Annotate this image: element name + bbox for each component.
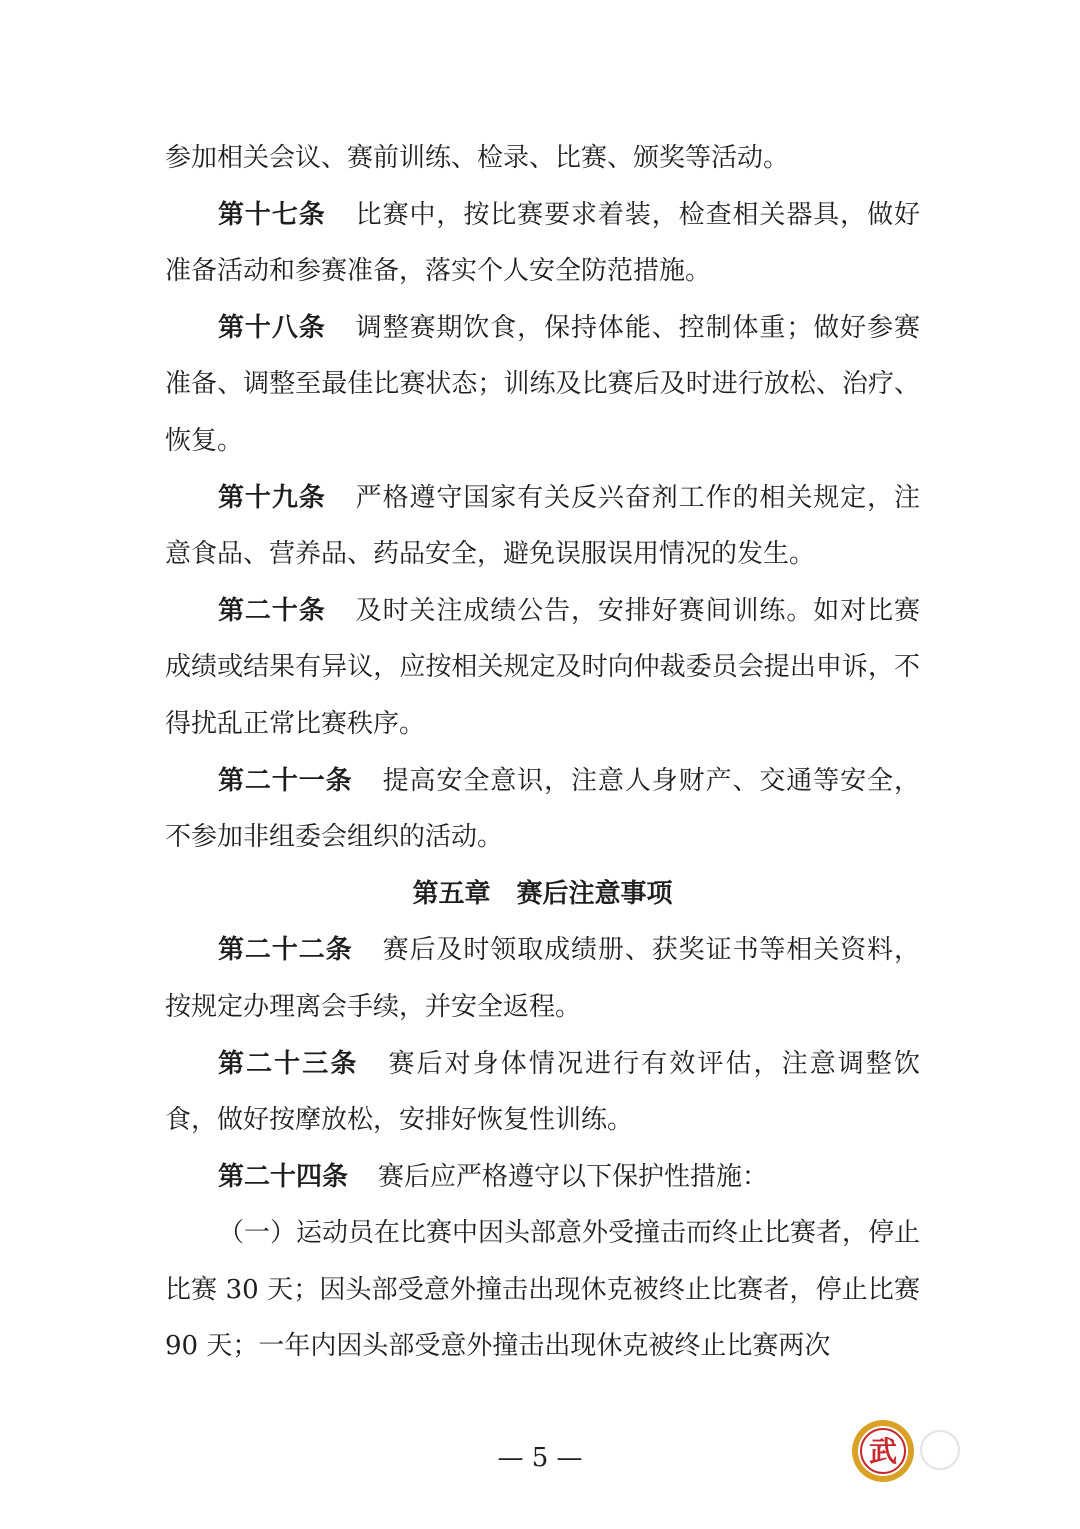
article-paragraph (165, 300, 920, 470)
chapter-heading (165, 866, 920, 923)
article-number: 第二十二条 (218, 935, 353, 966)
list-item-text: （一）运动员在比赛中因头部意外受撞击而终止比赛者，停止比赛 30 天；因头部受意外撞击出现休克被终止比赛者，停止比赛 90 天；一年内因头部受意外撞击出现休克被终止比赛两次 (165, 1218, 921, 1362)
emblem-glyph: 武 (868, 1435, 898, 1468)
article-paragraph (165, 753, 920, 866)
article-text: 严格遵守国家有关反兴奋剂工作的相关规定，注意食品、营养品、药品安全，避免误服误用情况的发生。 (165, 482, 920, 570)
paragraph-text: 参加相关会议、赛前训练、检录、比赛、颁奖等活动。 (165, 143, 790, 173)
article-number: 第十九条 (218, 482, 326, 513)
article-text: 赛后对身体情况进行有效评估，注意调整饮食，做好按摩放松，安排好恢复性训练。 (165, 1048, 920, 1136)
wushu-emblem-icon (850, 1418, 916, 1484)
article-paragraph (165, 470, 920, 583)
watermark-circle-icon (920, 1430, 960, 1470)
chapter-title: 赛后注意事项 (516, 878, 673, 909)
chapter-number: 第五章 (412, 878, 491, 909)
article-paragraph (165, 583, 920, 753)
paragraph-group-1 (165, 130, 920, 866)
article-text: 比赛中，按比赛要求着装，检查相关器具，做好准备活动和参赛准备，落实个人安全防范措施。 (165, 199, 920, 287)
article-paragraph (165, 1036, 920, 1149)
page-number: — 5 — (497, 1443, 583, 1473)
document-body (165, 130, 920, 1375)
article-text: 提高安全意识，注意人身财产、交通等安全，不参加非组委会组织的活动。 (165, 765, 920, 853)
article-number: 第二十四条 (218, 1161, 349, 1192)
article-paragraph (165, 187, 920, 300)
article-number: 第二十一条 (218, 765, 353, 796)
article-number: 第二十条 (218, 595, 326, 626)
article-text: 调整赛期饮食，保持体能、控制体重；做好参赛准备、调整至最佳比赛状态；训练及比赛后及时进行放松、治疗、恢复。 (165, 312, 920, 456)
article-number: 第十八条 (218, 312, 326, 343)
article-number: 第十七条 (218, 199, 326, 230)
article-text: 及时关注成绩公告，安排好赛间训练。如对比赛成绩或结果有异议，应按相关规定及时向仲裁委员会提出申诉，不得扰乱正常比赛秩序。 (165, 595, 920, 739)
list-item-paragraph (165, 1205, 920, 1375)
paragraph (165, 130, 920, 187)
article-text: 赛后应严格遵守以下保护性措施： (378, 1161, 769, 1192)
article-paragraph (165, 922, 920, 1035)
article-text: 赛后及时领取成绩册、获奖证书等相关资料，按规定办理离会手续，并安全返程。 (165, 935, 920, 1022)
article-paragraph (165, 1149, 920, 1206)
paragraph-group-2 (165, 922, 920, 1375)
article-number: 第二十三条 (218, 1048, 359, 1079)
